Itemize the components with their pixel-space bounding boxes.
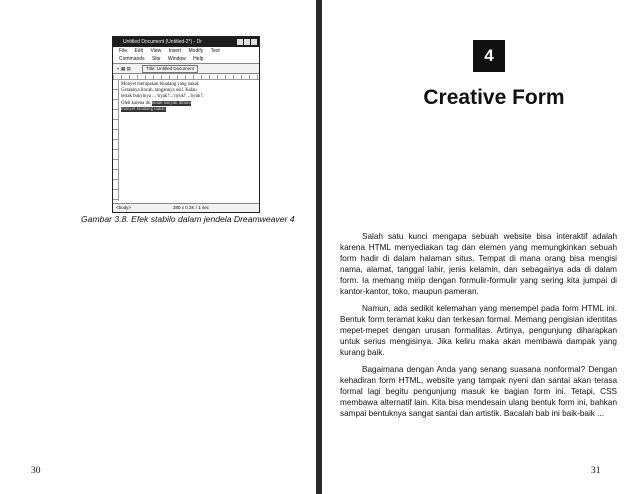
toolbar-title-field: Title: Untitled Document <box>142 65 198 73</box>
chapter-number-box: 4 <box>473 40 505 72</box>
menu-help: Help <box>193 56 204 62</box>
screenshot-title-bar <box>113 37 259 47</box>
menu-commands: Commands <box>119 56 145 62</box>
doc-line-highlighted: monyet binatang nakal. <box>121 106 166 112</box>
toolbar-icons: ◐ ▦ ▤ <box>117 66 131 71</box>
screenshot-menu-row-1 <box>113 47 259 55</box>
screenshot-window-title: Untitled Document (Untitled-2*) - Dr <box>123 39 202 45</box>
menu-view: View <box>150 48 162 54</box>
figure-caption: Gambar 3.8. Efek stabilo dalam jendela Dreamweaver 4 <box>81 214 295 224</box>
status-tag: <body> <box>116 205 132 210</box>
menu-site: Site <box>151 56 161 62</box>
right-page <box>322 0 638 494</box>
doc-line: Geraknya lincah, tangannya usil. Kalau <box>121 88 197 94</box>
paragraph: Bagaimana dengan Anda yang senang suasana nonformal? Dengan kehadiran form HTML, website yang tampak nyeni dan santai akan terasa formal lagi begitu pengunjung masuk ke bagian form ini. Tetapi, CSS membawa alternatif lain. Kita bisa mendesain ulang bentuk form ini, bahkan sampai bentuknya sangat santai dan artistik. Bacalah bab ini baik-baik ... <box>340 364 617 418</box>
doc-line: teriak bunyinya ... 'nyuk!'...'nyuk!'...'nyuk!'. <box>121 94 205 100</box>
vertical-ruler <box>113 79 119 201</box>
menu-file: File <box>119 48 128 54</box>
close-icon <box>251 39 257 45</box>
status-size: 380 x 0 2K / 1 sec <box>173 205 210 210</box>
screenshot-menu-row-2 <box>113 55 259 63</box>
menu-modify: Modify <box>188 48 204 54</box>
chapter-body <box>340 232 617 426</box>
paragraph: Salah satu kunci mengapa sebuah website bisa interaktif adalah karena HTML menyediakan tag dan elemen yang memungkinkan sebuah form hadir di dalam halaman situs. Tempat di mana orang bisa mengisi nama, alamat, tanggal lahir, jenis kelamin, dan sebagainya ada di dalam form. Ia memang mirip dengan formulir-formulir yang sering kita jumpai di kantor-kantor, toko, maupun pameran. <box>340 232 617 296</box>
horizontal-ruler <box>113 75 259 80</box>
doc-line-highlighted: Oleh karena itu hutan banyak dihuni <box>121 100 191 106</box>
page-number-left: 30 <box>31 466 41 476</box>
doc-line: Monyet merupakan binatang yang nakal. <box>121 82 200 87</box>
dreamweaver-screenshot <box>112 36 260 213</box>
menu-edit: Edit <box>134 48 144 54</box>
screenshot-toolbar <box>113 63 259 74</box>
screenshot-status-bar <box>113 203 259 212</box>
menu-text: Text <box>210 48 220 54</box>
chapter-title: Creative Form <box>423 86 565 109</box>
maximize-icon <box>244 39 250 45</box>
menu-insert: Insert <box>168 48 182 54</box>
minimize-icon <box>237 39 243 45</box>
left-page <box>0 0 316 494</box>
page-number-right: 31 <box>591 466 601 476</box>
paragraph: Namun, ada sedikit kelemahan yang menempel pada form HTML ini. Bentuk form teramat kaku dan terkesan formal. Memang pengisian identitas mepet-mepet dengan urusan formalitas. Artinya, pengunjung diharapkan untuk serius mengisinya. Jika keliru maka akan membawa dampak yang kurang baik. <box>340 303 617 357</box>
menu-window: Window <box>167 56 186 62</box>
document-content <box>121 82 233 113</box>
